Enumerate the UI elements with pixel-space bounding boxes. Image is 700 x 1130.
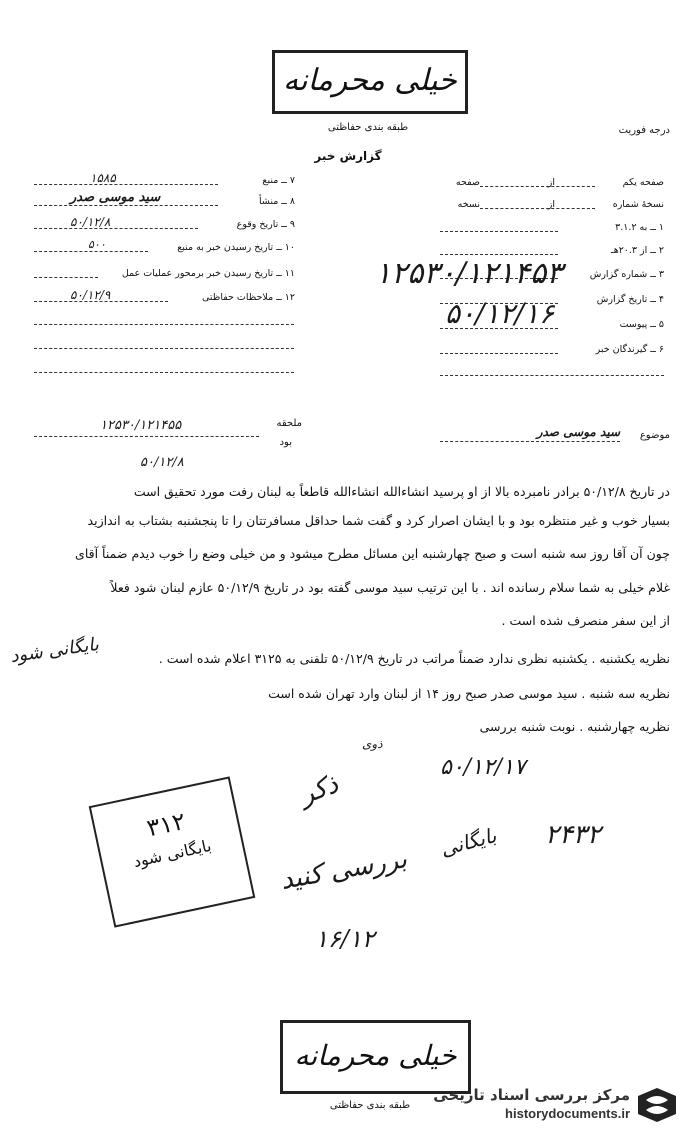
note-right: بایگانی [437, 823, 499, 861]
subject-line [440, 441, 620, 442]
classification-label-bottom: طبقه بندی حفاظتی [329, 1100, 411, 1111]
body-line-5: از این سفر منصرف شده است . [501, 613, 670, 628]
body-line-2: بسیار خوب و غیر منتظره بود و با ایشان اصرار کرد و گفت شما حداقل مسافرتتان را تا پنجشنبه بشتاب به اندازید [87, 513, 670, 528]
form-copy-label: نسخهٔ شماره [612, 199, 664, 210]
body-line-8: نظریه چهارشنبه . نوبت شنبه بررسی [479, 719, 670, 734]
form-row-source: ۷ ــ منبع [262, 175, 295, 186]
form-extra-line-3 [34, 372, 294, 373]
form-page-of: از [547, 177, 555, 188]
subject-bood: بود [279, 437, 292, 448]
classification-stamp-top [272, 50, 468, 114]
form-row-report-date: ۴ ــ تاریخ گزارش [596, 294, 664, 305]
scribble-3: ۱۶/۱۲ [315, 925, 375, 953]
handwritten-report-date: ۵۰/۱۲/۱۶ [445, 297, 555, 330]
form-extra-line-2 [34, 348, 294, 349]
body-line-7: نظریه سه شنبه . سید موسی صدر صبح روز ۱۴ از لبنان وارد تهران شده است [268, 686, 670, 701]
body-line-3: چون آن آقا روز سه شنبه است و صبح چهارشنبه این مسائل مطرح میشود و من خیلی وضع را خوب دیدم ضمناً آقای [75, 546, 670, 561]
subject-value: سید موسی صدر [536, 425, 620, 439]
form-row-date-received: ۱۰ ــ تاریخ رسیدن خبر به منبع [177, 242, 295, 253]
subject-dated-label: ملحقه [276, 418, 302, 429]
report-title: گزارش خبر [314, 149, 382, 163]
form-line-date-hq [34, 277, 98, 278]
form-row-to: ۱ ــ به ۳.۱.۲ [615, 222, 664, 233]
form-line-date-occurrence [34, 228, 198, 229]
form-value-source: ۱۵۸۵ [90, 171, 116, 185]
form-value-origin: سید موسی صدر [70, 190, 161, 205]
form-value-security-notes: ۵۰/۱۲/۹ [70, 288, 111, 302]
form-copy-unit: نسخه [457, 199, 480, 210]
form-line-from [440, 254, 558, 255]
date-note: ۵۰/۱۲/۱۷ [440, 755, 526, 780]
subject-date: ۵۰/۱۲/۸ [140, 455, 184, 470]
form-value-date-received: ۵۰۰ [88, 238, 106, 251]
form-line-source [34, 184, 218, 185]
body-line-4: غلام خیلی به شما سلام رسانده اند . با این ترتیب سید موسی گفته بود در تاریخ ۵۰/۱۲/۹ عازم لبنان شود فعلاً [110, 580, 670, 595]
form-value-date-occurrence: ۵۰/۱۲/۸ [70, 215, 111, 229]
form-row-date-hq: ۱۱ ــ تاریخ رسیدن خبر برمحور عملیات عمل [121, 268, 295, 279]
form-line-to [440, 231, 558, 232]
form-extra-line-r1 [440, 375, 664, 376]
handwritten-report-number: ۱۲۵۳۰/۱۲۱۴۵۳ [375, 256, 563, 291]
box-stamp-number: ۳۱۲ [144, 806, 188, 843]
form-line-date-received [34, 251, 148, 252]
subject-label: موضوع [639, 430, 670, 441]
priority-label: درجه فوریت [618, 125, 670, 136]
box-stamp-text: بایگانی شود [131, 835, 214, 871]
form-copy-of: از [547, 199, 555, 210]
form-row-date-occurrence: ۹ ــ تاریخ وقوع [236, 219, 295, 230]
body-line-1: در تاریخ ۵۰/۱۲/۸ برادر نامبرده بالا از او پرسید انشاءالله انشاءالله قاطعاً به لبنان رفت مورد تحقیق است [133, 484, 670, 499]
classification-stamp-text: خیلی محرمانه [283, 63, 457, 98]
watermark-text-fa: مرکز بررسی اسناد تاریخی [433, 1086, 630, 1104]
form-row-from: ۲ ــ از ۲۰.۳هـ [610, 245, 664, 256]
note-top: ذوی [362, 737, 383, 751]
box-stamp [89, 776, 256, 927]
form-page-unit: صفحه [455, 177, 480, 188]
num-note: ۲۴۳۲ [545, 820, 601, 850]
scribble-1: ذکر [296, 769, 343, 811]
form-line-origin [34, 205, 218, 206]
classification-stamp-bottom [280, 1020, 471, 1094]
form-line-recipients [440, 353, 558, 354]
watermark-logo-icon [632, 1084, 682, 1124]
classification-stamp-bottom-text: خیلی محرمانه [294, 1039, 457, 1072]
form-row-origin: ۸ ــ منشأ [258, 196, 295, 207]
form-extra-line-1 [34, 324, 294, 325]
form-page-label: صفحه یکم [622, 177, 664, 188]
body-line-6: نظریه یکشنبه . یکشنبه نظری ندارد ضمناً مراتب در تاریخ ۵۰/۱۲/۹ تلفنی به ۳۱۲۵ اعلام شده است . [158, 651, 670, 666]
margin-note: بایگانی شود [8, 633, 101, 668]
form-row-report-number: ۳ ــ شماره گزارش [589, 269, 664, 280]
form-page-line [480, 186, 595, 187]
form-row-recipients: ۶ ــ گیرندگان خبر [595, 344, 664, 355]
subject-number: ۱۲۵۳۰/۱۲۱۴۵۵ [100, 418, 182, 433]
scribble-2: بررسی کنید [278, 844, 410, 896]
classification-label: طبقه بندی حفاظتی [327, 122, 409, 133]
form-row-security-notes: ۱۲ ــ ملاحظات حفاظتی [201, 292, 295, 303]
form-copy-line [480, 208, 595, 209]
subject-number-line [34, 436, 259, 437]
watermark-text-en: historydocuments.ir [505, 1106, 630, 1121]
form-row-attachment: ۵ ــ پیوست [619, 319, 664, 330]
